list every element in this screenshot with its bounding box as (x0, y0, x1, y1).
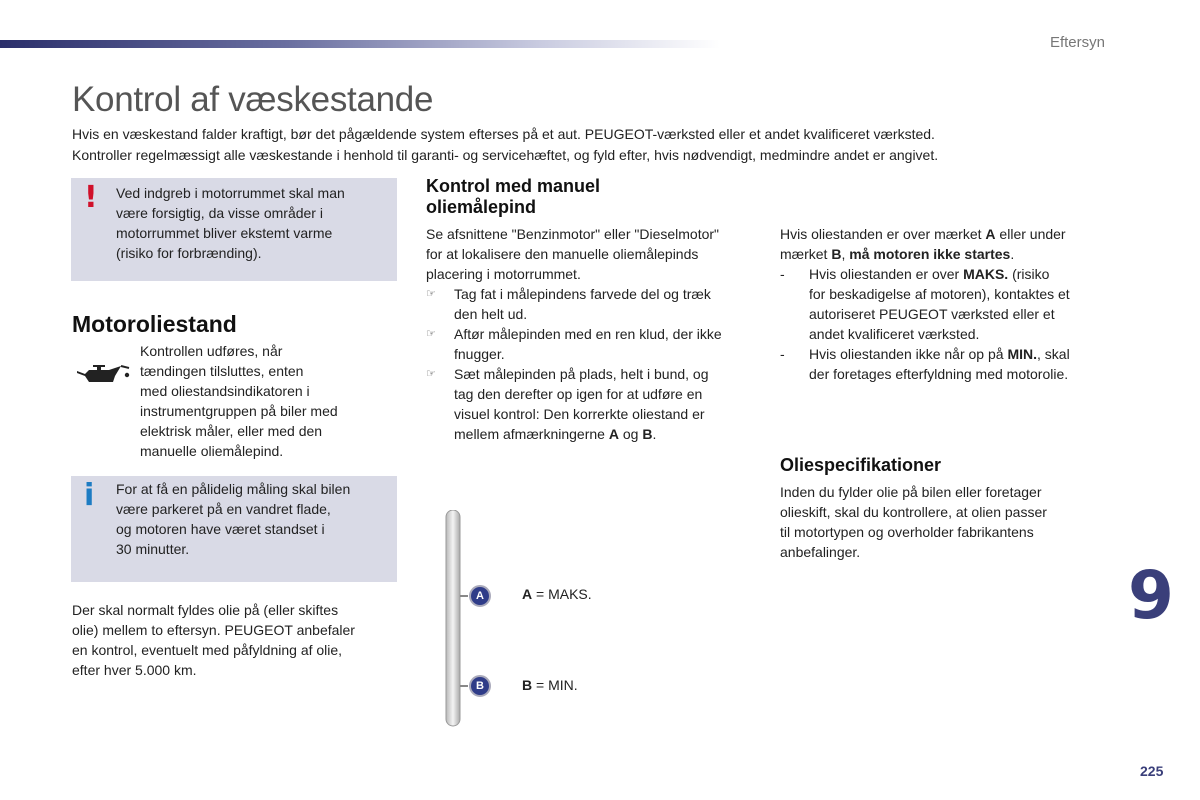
motor-line: manuelle oliemålepind. (140, 443, 284, 459)
list-item (780, 264, 1110, 344)
manual-intro-line: for at lokalisere den manuelle oliemålepinds (426, 246, 699, 262)
list-item (426, 364, 761, 444)
min-label (522, 677, 578, 693)
case-text: (risiko (1008, 266, 1050, 282)
max-label (522, 586, 592, 602)
mark-a-ref: A (985, 226, 996, 242)
min-ref: MIN. (1007, 346, 1038, 362)
manual-heading-line: Kontrol med manuel (426, 176, 601, 196)
motor-text (140, 341, 380, 461)
level-line (780, 224, 1110, 244)
motor-line: med oliestandsindikatoren i (140, 383, 310, 399)
step-line: Sæt målepinden på plads, helt i bund, og (454, 366, 709, 382)
warning-line: være forsigtig, da visse områder i (116, 205, 323, 221)
spec-line: anbefalinger. (780, 544, 861, 560)
manual-intro-line: Se afsnittene "Benzinmotor" eller "Dieselmotor" (426, 226, 720, 242)
motor-line: elektrisk måler, eller med den (140, 423, 323, 439)
pointing-hand-icon: ☞ (426, 288, 436, 300)
mark-b-ref: B (642, 426, 653, 442)
spec-line: olieskift, skal du kontrollere, at olien passer (780, 504, 1047, 520)
step-line: Aftør målepinden med en ren klud, der ikke (454, 326, 722, 342)
case-text: Hvis oliestanden er over (809, 266, 964, 282)
info-line: 30 minutter. (116, 541, 190, 557)
refill-line: olie) mellem to eftersyn. PEUGEOT anbefaler (72, 622, 355, 638)
case-line: andet kvalificeret værksted. (809, 326, 980, 342)
manual-intro-line: placering i motorrummet. (426, 266, 581, 282)
manual-steps (426, 284, 761, 444)
case-line (809, 344, 1110, 364)
section-label: Eftersyn (1049, 34, 1105, 51)
case-text: , skal (1037, 346, 1070, 362)
page-title: Kontrol af væskestande (72, 80, 434, 119)
motor-heading: Motoroliestand (72, 311, 237, 337)
step-line: Tag fat i målepindens farvede del og træk (454, 286, 711, 302)
intro-paragraph (72, 124, 1132, 166)
refill-note (72, 600, 392, 680)
oil-can-icon (75, 362, 131, 393)
spec-text (780, 482, 1100, 562)
case-line: autoriseret PEUGEOT værksted eller et (809, 306, 1055, 322)
level-line (780, 244, 1110, 264)
step-line: fnugger. (454, 346, 505, 362)
dipstick-illustration (442, 510, 502, 737)
level-text: Hvis oliestanden er over mærket (780, 226, 986, 242)
level-text: mærket (780, 246, 832, 262)
step-line: den helt ud. (454, 306, 528, 322)
step-line (454, 424, 761, 444)
manual-heading-line: oliemålepind (426, 197, 537, 217)
manual-heading (426, 176, 600, 218)
min-key: B (522, 677, 533, 693)
warning-text (116, 183, 386, 263)
case-line: for beskadigelse af motoren), kontaktes et (809, 286, 1070, 302)
spec-heading: Oliespecifikationer (780, 455, 942, 475)
list-item (426, 324, 761, 364)
case-text: Hvis oliestanden ikke når op på (809, 346, 1008, 362)
level-cases (780, 264, 1110, 384)
refill-line: efter hver 5.000 km. (72, 662, 197, 678)
mark-a-ref: A (608, 426, 619, 442)
motor-line: Kontrollen udføres, når (140, 343, 283, 359)
pointing-hand-icon: ☞ (426, 328, 436, 340)
info-line: For at få en pålidelig måling skal bilen (116, 481, 351, 497)
motor-line: instrumentgruppen på biler med (140, 403, 338, 419)
case-line: der foretages efterfyldning med motorolie. (809, 366, 1069, 382)
level-intro (780, 224, 1110, 264)
step-text: og (618, 426, 643, 442)
spec-line: til motortypen og overholder fabrikantens (780, 524, 1034, 540)
dash-bullet: - (780, 266, 785, 282)
min-value: = MIN. (532, 677, 578, 693)
manual-intro (426, 224, 761, 284)
intro-line: Kontroller regelmæssigt alle væskestande i henhold til garanti- og servicehæftet, og fyld efter, hvis nødvendigt, medmindre andet er angivet. (72, 147, 939, 163)
info-text (116, 479, 386, 559)
do-not-start-warning: må motoren ikke startes (849, 246, 1011, 262)
step-text: mellem afmærkningerne (454, 426, 609, 442)
info-icon: i (84, 478, 95, 513)
spec-line: Inden du fylder olie på bilen eller foretager (780, 484, 1042, 500)
list-item (780, 344, 1110, 384)
case-line (809, 264, 1110, 284)
step-text: . (652, 426, 657, 442)
level-text: . (1010, 246, 1015, 262)
chapter-number: 9 (1128, 557, 1174, 634)
level-text: eller under (995, 226, 1066, 242)
page-number: 225 (1140, 763, 1164, 779)
warning-line: motorrummet bliver ekstemt varme (116, 225, 333, 241)
dash-bullet: - (780, 346, 785, 362)
step-line: visuel kontrol: Den korrerkte oliestand er (454, 406, 705, 422)
max-value: = MAKS. (532, 586, 592, 602)
warning-icon: ! (84, 180, 98, 215)
mark-a-badge: A (469, 585, 491, 607)
warning-line: (risiko for forbrænding). (116, 245, 262, 261)
intro-line: Hvis en væskestand falder kraftigt, bør det pågældende system efterses på et aut. PEUGEOT-værksted eller et andet kvalificeret værksted. (72, 126, 935, 142)
mark-b-ref: B (831, 246, 842, 262)
mark-b-badge: B (469, 675, 491, 697)
step-line: tag den derefter op igen for at udføre en (454, 386, 703, 402)
max-ref: MAKS. (963, 266, 1009, 282)
warning-line: Ved indgreb i motorrummet skal man (116, 185, 345, 201)
list-item (426, 284, 761, 324)
info-line: være parkeret på en vandret flade, (116, 501, 331, 517)
header-gradient-bar (0, 40, 720, 48)
pointing-hand-icon: ☞ (426, 368, 436, 380)
refill-line: en kontrol, eventuelt med påfyldning af olie, (72, 642, 343, 658)
info-line: og motoren have været standset i (116, 521, 325, 537)
refill-line: Der skal normalt fyldes olie på (eller skiftes (72, 602, 339, 618)
motor-line: tændingen tilsluttes, enten (140, 363, 304, 379)
max-key: A (522, 586, 533, 602)
level-text: , (841, 246, 850, 262)
